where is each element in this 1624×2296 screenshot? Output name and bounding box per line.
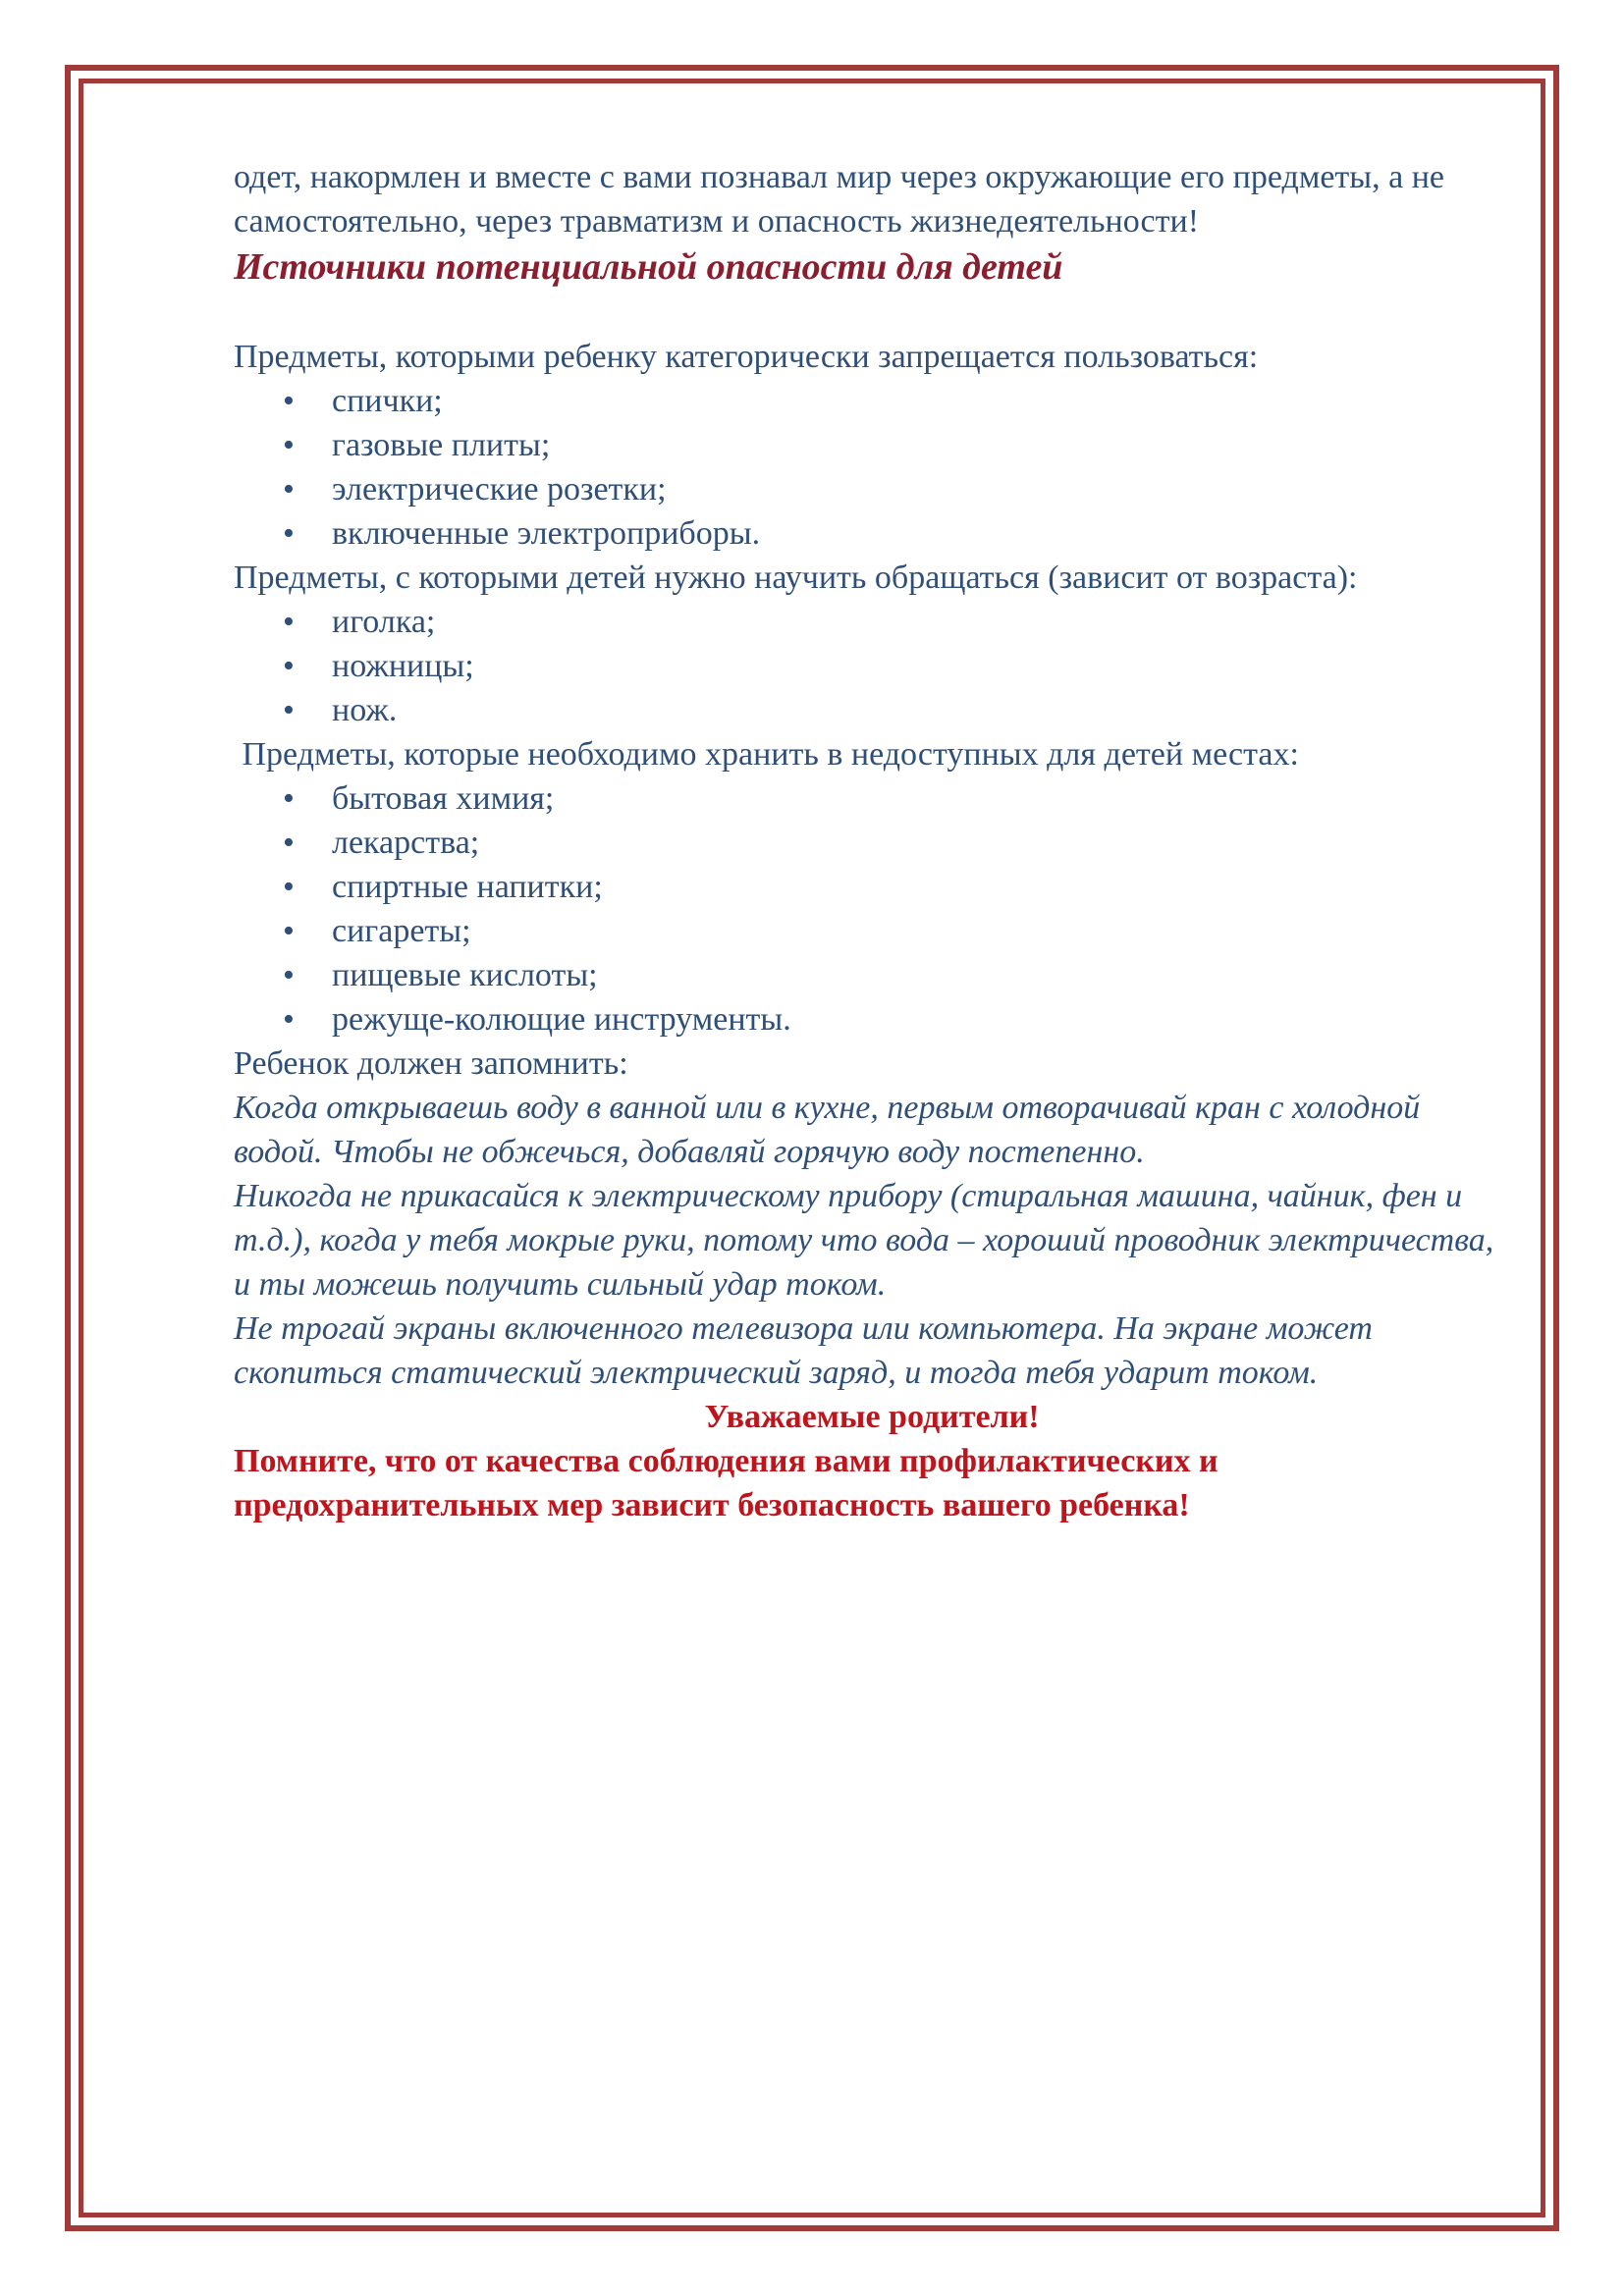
section3-list [234,776,1510,1041]
list-item: • электрические розетки; [283,467,1510,511]
list-item: • сигареты; [283,909,1510,953]
bullet-icon: • [283,692,295,728]
list-item: • иголка; [283,600,1510,644]
remember-title: Ребенок должен запомнить: [234,1045,628,1082]
remember-paragraph-screens: Не трогай экраны включенного телевизора или компьютера. На экране может скопиться статический электрический заряд, и тогда тебя ударит током. [234,1310,1373,1391]
closing-salutation: Уважаемые родители! [704,1399,1040,1435]
list-item: • бытовая химия; [283,776,1510,821]
bullet-icon: • [283,825,295,861]
list-item: • режуще-колющие инструменты. [283,997,1510,1041]
section-heading: Источники потенциальной опасности для детей [234,246,1063,288]
intro-paragraph: одет, накормлен и вместе с вами познавал мир через окружающие его предметы, а не самостоятельно, через травматизм и опасность жизнедеятельности! [234,159,1444,240]
list-item: • пищевые кислоты; [283,953,1510,997]
list-item: • лекарства; [283,821,1510,865]
section1-title: Предметы, которыми ребенку категорически запрещается пользоваться: [234,339,1259,375]
remember-paragraph-water: Когда открываешь воду в ванной или в кухне, первым отворачивай кран с холодной водой. Чтобы не обжечься, добавляй горячую воду постепенно. [234,1090,1421,1170]
list-item: • газовые плиты; [283,423,1510,467]
list-item: • спиртные напитки; [283,865,1510,909]
bullet-icon: • [283,471,295,507]
bullet-icon: • [283,869,295,905]
list-item: • ножницы; [283,644,1510,688]
closing-message: Помните, что от качества соблюдения вами профилактических и предохранительных мер зависит безопасность вашего ребенка! [234,1443,1218,1523]
bullet-icon: • [283,604,295,640]
bullet-icon: • [283,648,295,684]
bullet-icon: • [283,515,295,552]
remember-paragraph-electric: Никогда не прикасайся к электрическому прибору (стиральная машина, чайник, фен и т.д.), когда у тебя мокрые руки, потому что вода – хороший проводник электричества, и ты можешь получить сильный удар током. [234,1178,1494,1303]
bullet-icon: • [283,427,295,463]
bullet-icon: • [283,957,295,993]
list-item: • нож. [283,688,1510,732]
section2-list [234,600,1510,732]
bullet-icon: • [283,913,295,949]
bullet-icon: • [283,780,295,817]
section1-list [234,379,1510,556]
bullet-icon: • [283,383,295,419]
section3-title: Предметы, которые необходимо хранить в недоступных для детей местах: [234,736,1299,773]
section2-title: Предметы, с которыми детей нужно научить обращаться (зависит от возраста): [234,560,1358,596]
list-item: • включенные электроприборы. [283,511,1510,556]
list-item: • спички; [283,379,1510,423]
bullet-icon: • [283,1001,295,1038]
document-body [234,155,1510,1527]
